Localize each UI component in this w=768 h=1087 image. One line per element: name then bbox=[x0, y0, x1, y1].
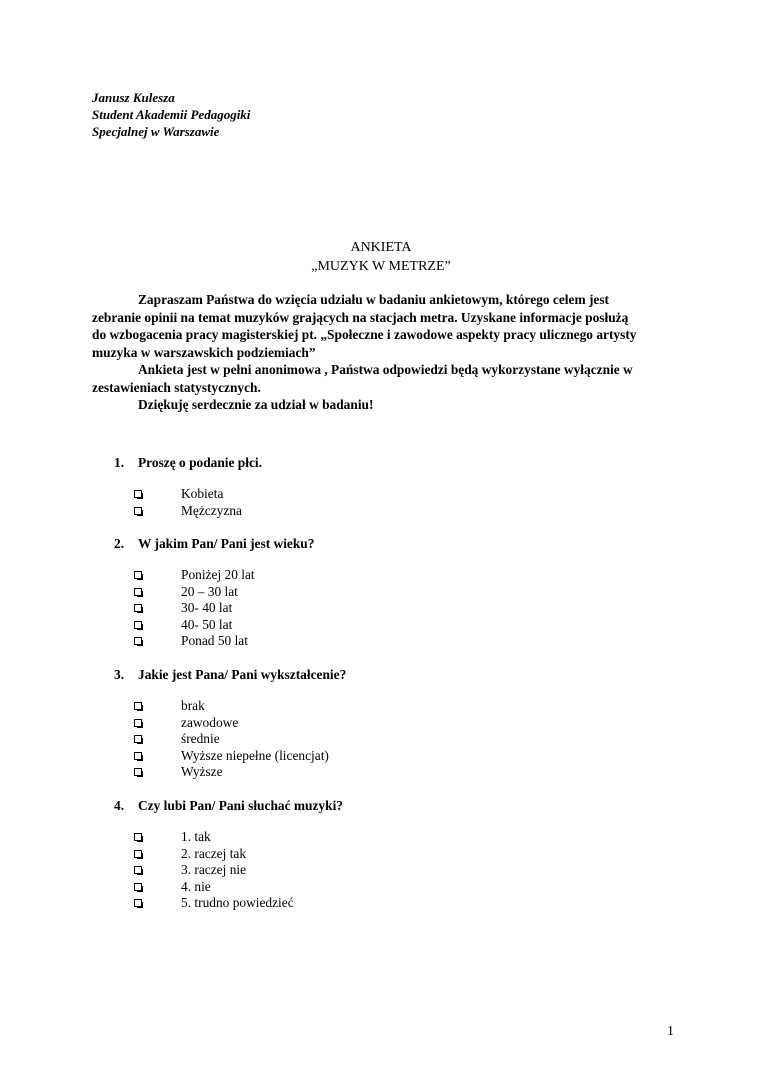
question-text: W jakim Pan/ Pani jest wieku? bbox=[138, 536, 315, 551]
option-label: 3. raczej nie bbox=[181, 862, 247, 877]
option-item[interactable] bbox=[134, 567, 255, 584]
question-number: 3. bbox=[114, 667, 125, 682]
intro-line: muzyka w warszawskich podziemiach” bbox=[92, 344, 316, 360]
option-label: 5. trudno powiedzieć bbox=[181, 895, 294, 910]
question-text: Jakie jest Pana/ Pani wykształcenie? bbox=[138, 667, 347, 682]
checkbox-icon[interactable] bbox=[134, 490, 142, 498]
intro-line: zestawieniach statystycznych. bbox=[92, 379, 261, 395]
option-label: Wyższe bbox=[181, 764, 223, 779]
question-1 bbox=[114, 455, 262, 471]
option-label: zawodowe bbox=[181, 714, 239, 730]
option-item[interactable] bbox=[134, 617, 255, 634]
checkbox-icon[interactable] bbox=[134, 621, 142, 629]
checkbox-icon[interactable] bbox=[134, 719, 142, 727]
option-label: Poniżej 20 lat bbox=[181, 567, 255, 582]
question-2 bbox=[114, 536, 314, 552]
author-affiliation-line1: Student Akademii Pedagogiki bbox=[92, 107, 251, 122]
option-item[interactable] bbox=[134, 698, 329, 715]
survey-title-sub: „MUZYK W METRZE” bbox=[311, 259, 451, 274]
checkbox-icon[interactable] bbox=[134, 866, 142, 874]
checkbox-icon[interactable] bbox=[134, 768, 142, 776]
option-item[interactable] bbox=[134, 584, 255, 601]
intro-paragraph bbox=[92, 291, 672, 414]
author-affiliation-line2: Specjalnej w Warszawie bbox=[92, 124, 220, 139]
option-label: 1. tak bbox=[181, 829, 211, 844]
option-item[interactable] bbox=[134, 895, 294, 912]
intro-line: Zapraszam Państwa do wzięcia udziału w badaniu ankietowym, którego celem jest bbox=[138, 292, 610, 307]
checkbox-icon[interactable] bbox=[134, 752, 142, 760]
option-label: Mężczyzna bbox=[181, 502, 242, 518]
checkbox-icon[interactable] bbox=[134, 735, 142, 743]
intro-line: zebranie opinii na temat muzyków grających na stacjach metra. Uzyskane informacje posłużą bbox=[92, 309, 629, 325]
option-label: średnie bbox=[181, 731, 220, 746]
checkbox-icon[interactable] bbox=[134, 702, 142, 710]
question-number: 1. bbox=[114, 455, 125, 470]
option-item[interactable] bbox=[134, 503, 242, 520]
question-text: Czy lubi Pan/ Pani słuchać muzyki? bbox=[138, 798, 343, 813]
page-number: 1 bbox=[667, 1024, 674, 1039]
intro-line: Ankieta jest w pełni anonimowa , Państwa odpowiedzi będą wykorzystane wyłącznie w bbox=[138, 362, 633, 377]
checkbox-icon[interactable] bbox=[134, 850, 142, 858]
option-item[interactable] bbox=[134, 764, 329, 781]
option-item[interactable] bbox=[134, 846, 294, 863]
question-number: 2. bbox=[114, 536, 125, 551]
option-label: brak bbox=[181, 698, 205, 713]
option-label: 30- 40 lat bbox=[181, 600, 233, 615]
question-number: 4. bbox=[114, 798, 125, 813]
option-item[interactable] bbox=[134, 486, 242, 503]
checkbox-icon[interactable] bbox=[134, 899, 142, 907]
option-item[interactable] bbox=[134, 715, 329, 732]
question-4-options bbox=[134, 829, 294, 912]
option-item[interactable] bbox=[134, 748, 329, 765]
option-label: Wyższe niepełne (licencjat) bbox=[181, 747, 329, 763]
question-3-options bbox=[134, 698, 329, 781]
option-item[interactable] bbox=[134, 731, 329, 748]
survey-title bbox=[0, 238, 768, 276]
checkbox-icon[interactable] bbox=[134, 507, 142, 515]
option-label: Kobieta bbox=[181, 486, 224, 501]
question-2-options bbox=[134, 567, 255, 650]
checkbox-icon[interactable] bbox=[134, 588, 142, 596]
option-item[interactable] bbox=[134, 879, 294, 896]
checkbox-icon[interactable] bbox=[134, 637, 142, 645]
option-item[interactable] bbox=[134, 633, 255, 650]
question-1-options bbox=[134, 486, 242, 519]
option-label: Ponad 50 lat bbox=[181, 633, 248, 648]
option-item[interactable] bbox=[134, 829, 294, 846]
intro-line: do wzbogacenia pracy magisterskiej pt. „Społeczne i zawodowe aspekty pracy ulicznego artysty bbox=[92, 327, 637, 342]
question-3 bbox=[114, 667, 346, 683]
question-text: Proszę o podanie płci. bbox=[138, 455, 262, 470]
survey-title-main: ANKIETA bbox=[350, 240, 412, 255]
checkbox-icon[interactable] bbox=[134, 883, 142, 891]
option-label: 20 – 30 lat bbox=[181, 583, 238, 599]
intro-line: Dziękuję serdecznie za udział w badaniu! bbox=[138, 397, 374, 412]
option-label: 2. raczej tak bbox=[181, 845, 247, 861]
option-item[interactable] bbox=[134, 862, 294, 879]
author-name: Janusz Kulesza bbox=[92, 90, 175, 105]
checkbox-icon[interactable] bbox=[134, 833, 142, 841]
option-item[interactable] bbox=[134, 600, 255, 617]
option-label: 4. nie bbox=[181, 878, 211, 894]
question-4 bbox=[114, 798, 343, 814]
checkbox-icon[interactable] bbox=[134, 571, 142, 579]
checkbox-icon[interactable] bbox=[134, 604, 142, 612]
author-block bbox=[92, 89, 250, 140]
option-label: 40- 50 lat bbox=[181, 616, 233, 632]
